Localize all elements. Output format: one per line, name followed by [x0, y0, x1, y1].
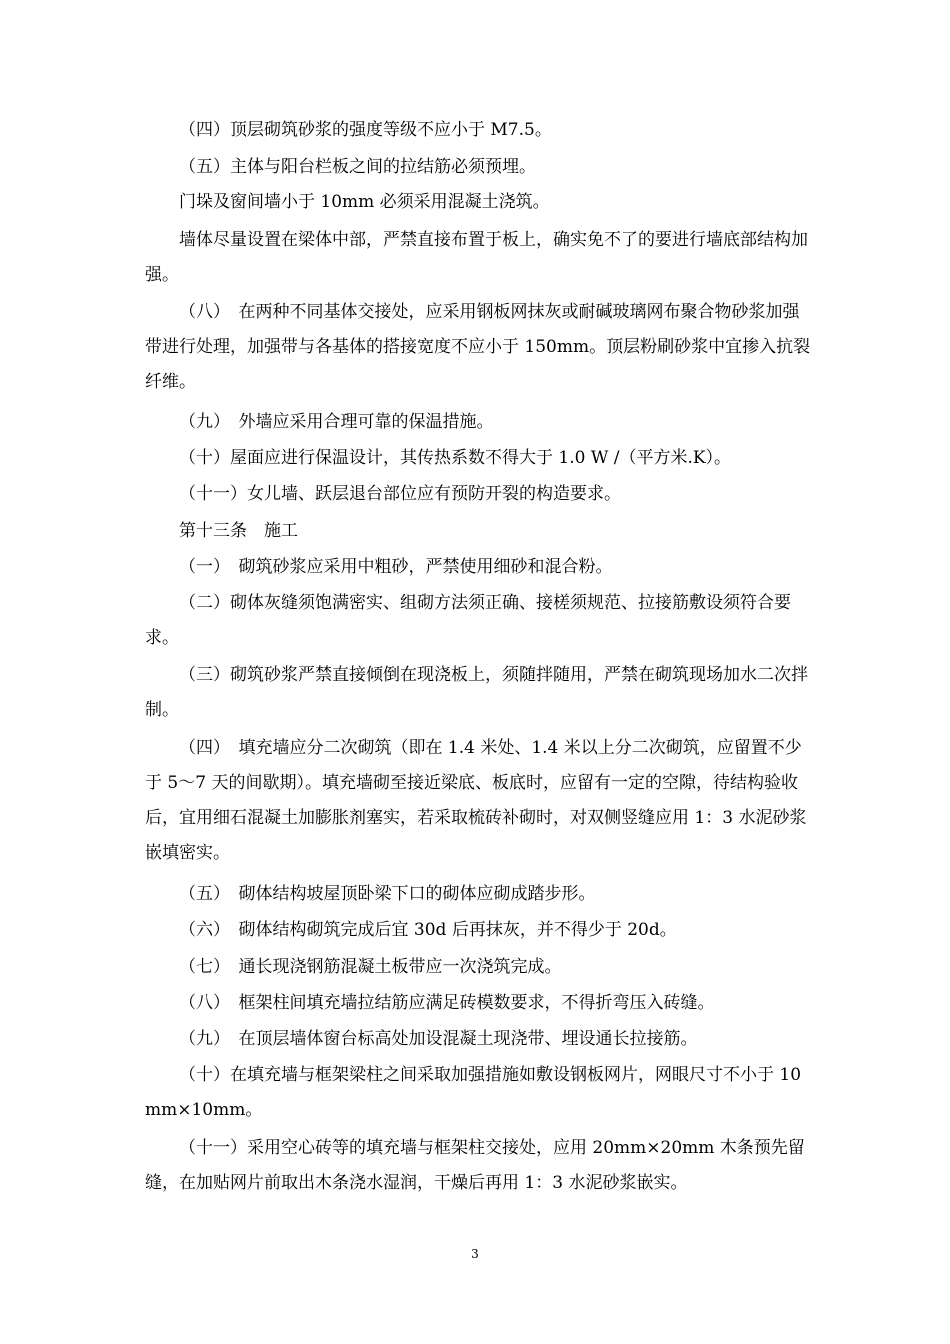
paragraph-14: （五） 砌体结构坡屋顶卧梁下口的砌体应砌成踏步形。 [179, 884, 596, 904]
paragraph-6: （九） 外墙应采用合理可靠的保温措施。 [179, 412, 494, 432]
paragraph-7: （十）屋面应进行保温设计，其传热系数不得大于 1.0 W /（平方米.K）。 [179, 448, 732, 468]
paragraph-19: （十）在填充墙与框架梁柱之间采取加强措施如敷设钢板网片，网眼尺寸不小于 10mm×10mm。 [145, 1065, 802, 1120]
paragraph-11: （二）砌体灰缝须饱满密实、组砌方法须正确、接槎须规范、拉接筋敷设须符合要求。 [145, 593, 791, 648]
paragraph-15: （六） 砌体结构砌筑完成后宜 30d 后再抹灰，并不得少于 20d。 [179, 920, 677, 940]
paragraph-8: （十一）女儿墙、跃层退台部位应有预防开裂的构造要求。 [179, 484, 621, 504]
paragraph-4: 墙体尽量设置在梁体中部，严禁直接布置于板上，确实免不了的要进行墙底部结构加强。 [145, 230, 808, 285]
section-heading: 第十三条 施工 [179, 521, 298, 541]
paragraph-20: （十一）采用空心砖等的填充墙与框架柱交接处，应用 20mm×20mm 木条预先留缝，在加贴网片前取出木条浇水湿润，干燥后再用 1：3 水泥砂浆嵌实。 [145, 1138, 805, 1193]
paragraph-10: （一） 砌筑砂浆应采用中粗砂，严禁使用细砂和混合粉。 [179, 557, 613, 577]
paragraph-17: （八） 框架柱间填充墙拉结筋应满足砖模数要求，不得折弯压入砖缝。 [179, 993, 715, 1013]
paragraph-1: （四）顶层砌筑砂浆的强度等级不应小于 M7.5。 [179, 120, 552, 140]
paragraph-12: （三）砌筑砂浆严禁直接倾倒在现浇板上，须随拌随用，严禁在砌筑现场加水二次拌制。 [145, 665, 808, 720]
paragraph-2: （五）主体与阳台栏板之间的拉结筋必须预埋。 [179, 157, 536, 177]
paragraph-16: （七） 通长现浇钢筋混凝土板带应一次浇筑完成。 [179, 957, 562, 977]
page-number: 3 [471, 1247, 479, 1261]
paragraph-3: 门垛及窗间墙小于 10mm 必须采用混凝土浇筑。 [179, 192, 550, 212]
paragraph-18: （九） 在顶层墙体窗台标高处加设混凝土现浇带、埋设通长拉接筋。 [179, 1029, 698, 1049]
paragraph-5: （八） 在两种不同基体交接处，应采用钢板网抹灰或耐碱玻璃网布聚合物砂浆加强带进行处理，加强带与各基体的搭接宽度不应小于 150mm。顶层粉刷砂浆中宜掺入抗裂纤维。 [145, 302, 811, 392]
paragraph-13: （四） 填充墙应分二次砌筑（即在 1.4 米处、1.4 米以上分二次砌筑，应留置不少于 5～7 天的间歇期）。填充墙砌至接近梁底、板底时，应留有一定的空隙，待结构验收后，宜用细石混凝土加膨胀剂塞实，若采取梳砖补砌时，对双侧竖缝应用 1：3 水泥砂浆嵌填密实。 [145, 738, 807, 863]
